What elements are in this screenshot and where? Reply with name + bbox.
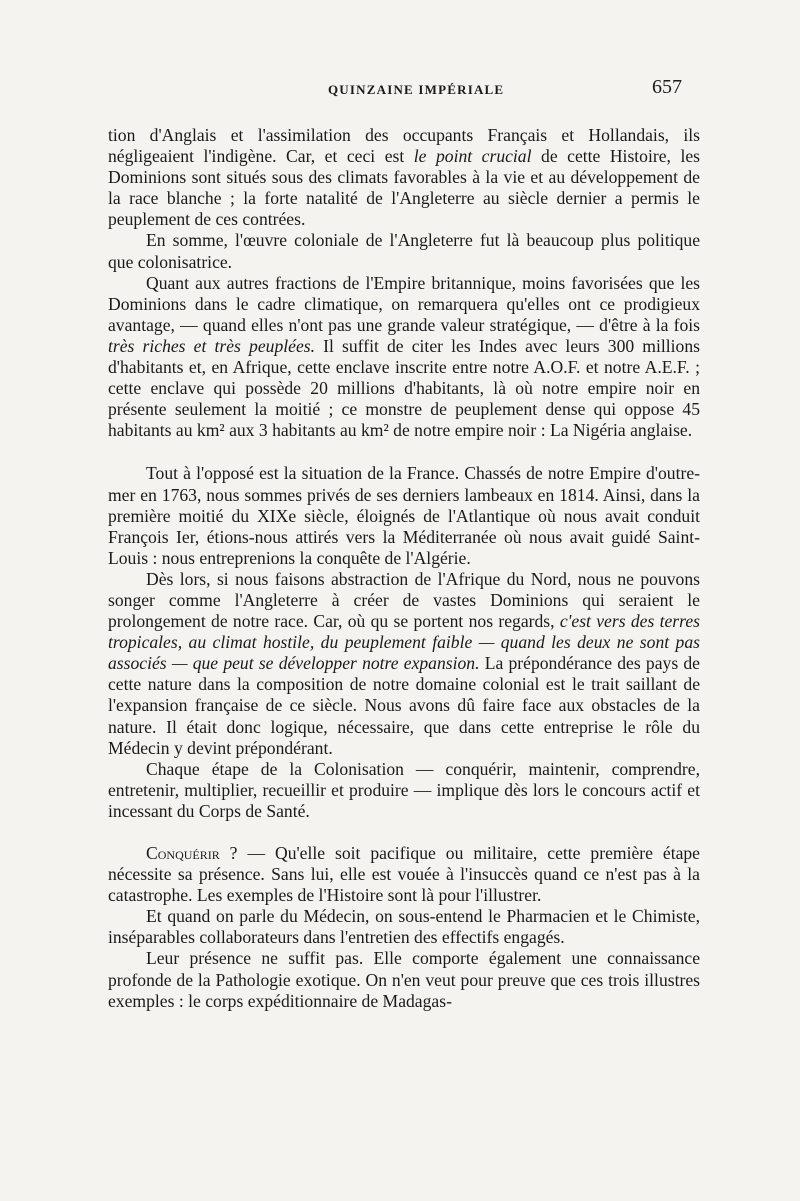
emphasis-run: c'est vers des terres tropicales, au climat hostile, du peuplement faible — quand les deux ne sont pas associés — que peut se développer notre expansion. (108, 611, 700, 674)
running-title: QUINZAINE IMPÉRIALE (328, 82, 505, 97)
paragraph (108, 843, 700, 906)
text-run: Dès lors, si nous faisons abstraction de l'Afrique du Nord, nous ne pouvons songer comme l'Angleterre à créer de vastes Dominions qui seraient le prolongement de notre race. Car, où qu se portent nos regards, (108, 568, 700, 632)
text-run: de cette Histoire, les Dominions sont situés sous des climats favorables à la vie et au développement de la race blanche ; la forte natalité de l'Angleterre au siècle dernier a permis le peuplement de ces contrées. (108, 146, 700, 230)
emphasis-run: très riches et très peuplées. (108, 335, 315, 356)
text-run: En somme, l'œuvre coloniale de l'Angleterre fut là beaucoup plus politique que colonisatrice. (108, 230, 700, 272)
text-run: Et quand on parle du Médecin, on sous-entend le Pharmacien et le Chimiste, inséparables collaborateurs dans l'entretien des effectifs engagés. (108, 906, 700, 948)
paragraph (108, 230, 700, 272)
text-run: Leur présence ne suffit pas. Elle comporte également une connaissance profonde de la Pathologie exotique. On n'en veut pour preuve que ces trois illustres exemples : le corps expéditionnaire de Madagas- (108, 948, 700, 1011)
text-run: tion d'Anglais et l'assimilation des occupants Français et Hollandais, ils négligeaient l'indigène. Car, et ceci est (108, 125, 700, 167)
emphasis-run: le point crucial (413, 146, 532, 167)
text-run: Chaque étape de la Colonisation — conquérir, maintenir, comprendre, entretenir, multiplier, recueillir et produire — implique dès lors le concours actif et incessant du Corps de Santé. (108, 758, 700, 821)
text-run: — Qu'elle soit pacifique ou militaire, cette première étape nécessite sa présence. Sans lui, elle est vouée à l'insuccès quand ce n'est pas à la catastrophe. Les exemples de l'Histoire sont là pour l'illustrer. (108, 843, 700, 906)
page-number: 657 (652, 76, 682, 98)
paragraph (108, 906, 700, 948)
page-header (0, 74, 800, 104)
body-text (108, 125, 700, 1012)
paragraph (108, 759, 700, 822)
text-run: Tout à l'opposé est la situation de la France. Chassés de notre Empire d'outre-mer en 1763, nous sommes privés de ses derniers lambeaux en 1814. Ainsi, dans la première moitié du XIXe siècle, éloignés de l'Atlantique où nous avait conduit François Ier, étions-nous attirés vers la Méditerranée où nous avait guidé Saint-Louis : nous entreprenions la conquête de l'Algérie. (108, 463, 700, 568)
paragraph (108, 569, 700, 759)
paragraph (108, 948, 700, 1011)
paragraph (108, 463, 700, 568)
text-run: La prépondérance des pays de cette nature dans la composition de notre domaine colonial est le trait saillant de l'expansion française de ce siècle. Nous avons dû faire face aux obstacles de la nature. Il était donc logique, nécessaire, que dans cette entreprise le rôle du Médecin y devint prépondérant. (108, 653, 700, 758)
paragraph (108, 125, 700, 230)
text-run: Il suffit de citer les Indes avec leurs 300 millions d'habitants et, en Afrique, cette enclave inscrite entre notre A.O.F. et notre A.E.F. ; cette enclave qui possède 20 millions d'habitants, là où notre empire noir en présente seulement la moitié ; ce monstre de peuplement dense qui oppose 45 habitants au km² aux 3 habitants au km² de notre empire noir : La Nigéria anglaise. (108, 335, 700, 441)
section-lead: Conquérir ? (146, 843, 238, 863)
text-run: Quant aux autres fractions de l'Empire britannique, moins favorisées que les Dominions dans le cadre climatique, on remarquera qu'elles ont ce prodigieux avantage, — quand elles n'ont pas une grande valeur stratégique, — d'être à la fois (108, 272, 700, 335)
paragraph (108, 273, 700, 442)
